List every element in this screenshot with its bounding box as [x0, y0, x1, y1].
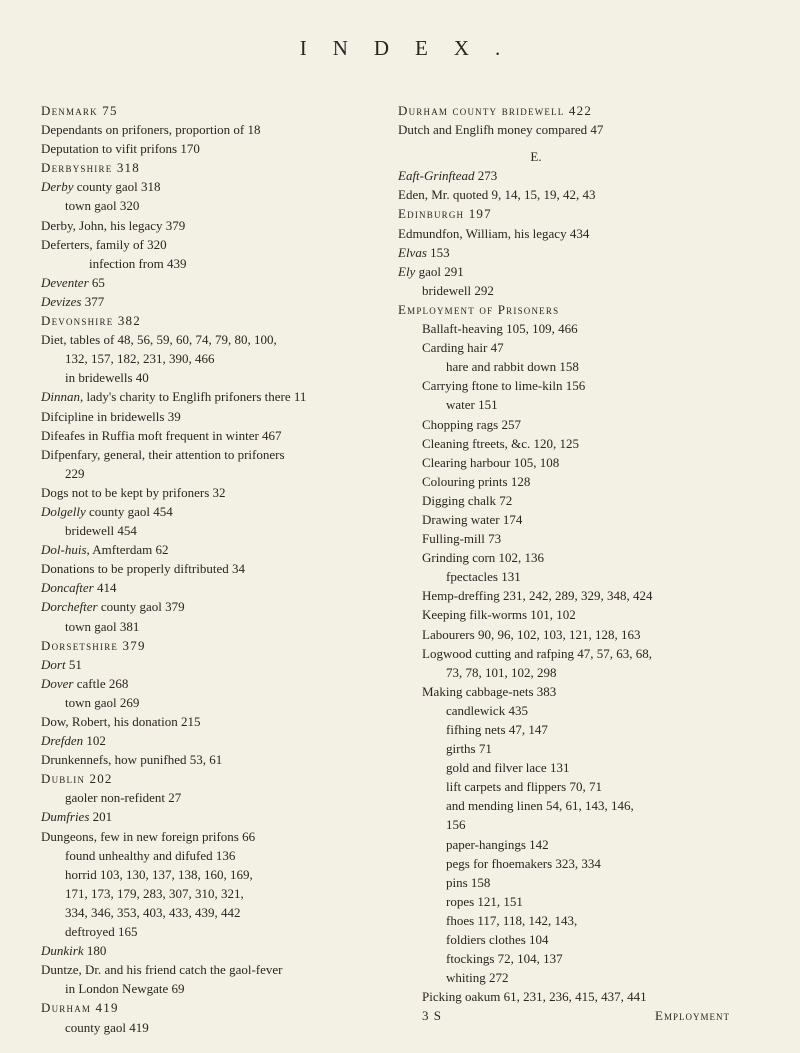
index-entry	[41, 254, 387, 273]
index-text: Dublin 202	[41, 771, 113, 787]
index-entry	[398, 529, 744, 548]
index-text: Picking oakum 61, 231, 236, 415, 437, 441	[422, 989, 647, 1005]
index-text: Carding hair 47	[422, 340, 504, 356]
index-text: 65	[88, 274, 105, 290]
index-entry	[398, 166, 744, 185]
index-text: infection from 439	[89, 255, 187, 271]
index-entry	[41, 846, 387, 865]
index-entry	[398, 510, 744, 529]
index-entry	[41, 693, 387, 712]
index-keyword: Doncafter	[41, 580, 94, 596]
index-text: 273	[474, 168, 498, 184]
index-entry	[398, 434, 744, 453]
index-text: 414	[93, 580, 117, 596]
index-text: Grinding corn 102, 136	[422, 550, 545, 566]
index-entry	[41, 368, 387, 387]
index-text: Difeafes in Ruffia moft frequent in winter 467	[41, 427, 282, 443]
index-entry	[398, 453, 744, 472]
index-entry	[398, 873, 744, 892]
index-text: Fulling-mill 73	[422, 531, 502, 547]
index-entry	[41, 292, 387, 311]
index-text: Keeping filk-worms 101, 102	[422, 607, 576, 623]
index-entry	[398, 139, 744, 147]
index-entry	[398, 567, 744, 586]
index-text: Difcipline in bridewells 39	[41, 408, 181, 424]
index-entry	[41, 311, 387, 330]
index-text: Carrying ftone to lime-kiln 156	[422, 378, 586, 394]
index-entry	[398, 701, 744, 720]
index-entry	[41, 617, 387, 636]
index-entry	[41, 521, 387, 540]
index-entry	[41, 922, 387, 941]
index-text: 132, 157, 182, 231, 390, 466	[65, 351, 215, 367]
index-entry	[398, 338, 744, 357]
index-entry	[398, 101, 744, 120]
index-text: Duntze, Dr. and his friend catch the gaol-fever	[41, 962, 283, 978]
index-text: Derby, John, his legacy 379	[41, 217, 186, 233]
index-keyword: Dunkirk	[41, 943, 84, 959]
index-entry	[398, 815, 744, 834]
index-entry	[398, 491, 744, 510]
index-text: in London Newgate 69	[65, 981, 185, 997]
index-entry	[398, 949, 744, 968]
index-text: county gaol 318	[73, 179, 161, 195]
index-text: hare and rabbit down 158	[446, 359, 579, 375]
index-text: Donations to be properly diftributed 34	[41, 561, 245, 577]
index-text: Dogs not to be kept by prifoners 32	[41, 484, 226, 500]
page-footer	[398, 1006, 744, 1025]
index-entry	[41, 788, 387, 807]
index-entry	[41, 998, 387, 1017]
index-entry	[41, 483, 387, 502]
index-entry	[398, 281, 744, 300]
index-keyword: Dort	[41, 656, 66, 672]
index-text: town gaol 320	[65, 198, 140, 214]
index-text: candlewick 435	[446, 702, 528, 718]
index-text: 102	[83, 733, 106, 749]
index-entry	[398, 739, 744, 758]
index-entry	[398, 758, 744, 777]
index-entry	[398, 224, 744, 243]
index-entry	[41, 559, 387, 578]
index-entry	[398, 415, 744, 434]
index-keyword: Elvas	[398, 244, 427, 260]
index-text: pegs for fhoemakers 323, 334	[446, 855, 601, 871]
index-entry	[398, 548, 744, 567]
index-entry	[398, 930, 744, 949]
index-text: Edmundfon, William, his legacy 434	[398, 225, 590, 241]
index-entry	[398, 586, 744, 605]
index-text: 73, 78, 101, 102, 298	[446, 664, 557, 680]
index-text: 153	[426, 244, 450, 260]
index-text: ftockings 72, 104, 137	[446, 951, 563, 967]
index-text: deftroyed 165	[65, 924, 138, 940]
index-entry	[41, 196, 387, 215]
index-entry	[41, 426, 387, 445]
index-entry	[41, 807, 387, 826]
index-entry	[398, 357, 744, 376]
index-entry	[41, 750, 387, 769]
index-entry	[41, 235, 387, 254]
index-keyword: Dumfries	[41, 809, 90, 825]
index-text: 201	[89, 809, 113, 825]
index-entry	[398, 892, 744, 911]
index-text: ropes 121, 151	[446, 893, 523, 909]
index-keyword: Dorchefter	[41, 599, 98, 615]
index-text: and mending linen 54, 61, 143, 146,	[446, 798, 634, 814]
index-keyword: Drefden	[41, 733, 84, 749]
index-text: Digging chalk 72	[422, 492, 513, 508]
index-text: water 151	[446, 397, 498, 413]
index-text: 156	[446, 817, 466, 833]
index-entry	[398, 605, 744, 624]
index-text: E.	[530, 149, 542, 165]
index-entry	[398, 625, 744, 644]
index-text: in bridewells 40	[65, 370, 149, 386]
index-text: Hemp-dreffing 231, 242, 289, 329, 348, 424	[422, 588, 653, 604]
index-entry	[41, 445, 387, 464]
index-entry	[41, 273, 387, 292]
index-column-right	[398, 101, 744, 1026]
index-entry	[398, 376, 744, 395]
index-text: Dorsetshire 379	[41, 637, 146, 653]
index-text: Ballaft-heaving 105, 109, 466	[422, 321, 578, 337]
index-keyword: Ely	[398, 263, 416, 279]
index-entry	[41, 177, 387, 196]
index-entry	[41, 158, 387, 177]
index-entry	[41, 827, 387, 846]
index-entry	[41, 502, 387, 521]
index-text: 334, 346, 353, 403, 433, 439, 442	[65, 904, 241, 920]
index-text: Drunkennefs, how punifhed 53, 61	[41, 752, 223, 768]
index-keyword: Deventer	[41, 274, 89, 290]
index-text: county gaol 419	[65, 1019, 149, 1035]
index-text: Colouring prints 128	[422, 473, 531, 489]
index-entry	[398, 300, 744, 319]
index-text: fpectacles 131	[446, 569, 521, 585]
index-entry	[41, 216, 387, 235]
index-entry	[41, 636, 387, 655]
index-text: Dow, Robert, his donation 215	[41, 714, 201, 729]
index-entry	[398, 644, 744, 663]
index-entry	[41, 101, 387, 120]
index-keyword: Devizes	[41, 293, 82, 309]
index-keyword: Dover	[41, 675, 74, 691]
index-entry	[41, 1018, 387, 1037]
index-entry	[41, 120, 387, 139]
index-text: Making cabbage-nets 383	[422, 683, 557, 699]
index-text: gaol 291	[415, 263, 464, 279]
index-text: Clearing harbour 105, 108	[422, 454, 560, 470]
index-entry	[41, 139, 387, 158]
index-entry	[398, 147, 744, 166]
index-text: 171, 173, 179, 283, 307, 310, 321,	[65, 885, 244, 901]
index-entry	[398, 796, 744, 815]
index-entry	[41, 865, 387, 884]
index-text: Difpenfary, general, their attention to prifoners	[41, 446, 285, 462]
index-text: Dungeons, few in new foreign prifons 66	[41, 828, 256, 844]
index-text: , Amfterdam 62	[86, 542, 169, 558]
index-text: bridewell 454	[65, 523, 137, 539]
index-entry	[398, 911, 744, 930]
index-entry	[398, 472, 744, 491]
index-text: Dependants on prifoners, proportion of 18	[41, 122, 261, 138]
index-keyword: Eaft-Grinftead	[398, 168, 475, 184]
index-entry	[41, 960, 387, 979]
index-entry	[398, 968, 744, 987]
index-text: lift carpets and flippers 70, 71	[446, 779, 602, 795]
index-keyword: Derby	[41, 179, 74, 195]
index-entry	[398, 854, 744, 873]
index-text: Drawing water 174	[422, 511, 523, 527]
index-text: Derbyshire 318	[41, 160, 140, 176]
index-keyword: Dol-huis	[41, 542, 87, 558]
index-text: Eden, Mr. quoted 9, 14, 15, 19, 42, 43	[398, 187, 596, 203]
index-entry	[398, 262, 744, 281]
index-text: town gaol 381	[65, 618, 140, 634]
index-text: Dutch and Englifh money compared 47	[398, 122, 604, 138]
index-entry	[398, 777, 744, 796]
index-entry	[41, 903, 387, 922]
index-keyword: Dinnan	[41, 389, 80, 405]
index-text: Edinburgh 197	[398, 206, 492, 222]
index-text: gaoler non-refident 27	[65, 790, 182, 806]
index-entry	[41, 464, 387, 483]
index-text: county gaol 379	[97, 599, 185, 615]
index-column-left	[41, 101, 387, 1037]
index-entry	[41, 731, 387, 750]
index-text: Devonshire 382	[41, 313, 141, 329]
page-title: INDEX.	[299, 36, 527, 60]
index-text: 180	[83, 943, 107, 959]
catchword: Employment	[655, 1008, 730, 1024]
index-entry	[41, 674, 387, 693]
index-text: Diet, tables of 48, 56, 59, 60, 74, 79, 80, 100,	[41, 332, 277, 348]
index-entry	[398, 987, 744, 1006]
index-text: foldiers clothes 104	[446, 932, 549, 948]
index-entry	[41, 769, 387, 788]
index-entry	[41, 884, 387, 903]
index-text: 377	[81, 293, 105, 309]
index-entry	[41, 387, 387, 406]
index-text: Denmark 75	[41, 103, 118, 118]
index-keyword: Dolgelly	[41, 503, 86, 519]
index-entry	[398, 682, 744, 701]
index-text: fifhing nets 47, 147	[446, 722, 548, 737]
index-text: caftle 268	[73, 675, 129, 691]
index-entry	[398, 395, 744, 414]
index-text: Logwood cutting and rafping 47, 57, 63, 68,	[422, 645, 652, 661]
index-entry	[398, 720, 744, 739]
index-entry	[41, 349, 387, 368]
index-entry	[41, 712, 387, 731]
index-text: Deputation to vifit prifons 170	[41, 141, 200, 157]
index-text: whiting 272	[446, 970, 509, 986]
index-entry	[398, 663, 744, 682]
index-text: county gaol 454	[85, 503, 173, 519]
index-entry	[398, 319, 744, 338]
signature-mark: 3 S	[422, 1008, 442, 1024]
index-entry	[398, 204, 744, 223]
index-text: girths 71	[446, 741, 492, 757]
index-text: town gaol 269	[65, 694, 140, 710]
index-text: paper-hangings 142	[446, 836, 549, 852]
index-text: Deferters, family of 320	[41, 236, 167, 252]
index-text: 229	[65, 465, 85, 481]
index-text: gold and filver lace 131	[446, 760, 570, 776]
index-text: Employment of Prisoners	[398, 301, 560, 317]
index-entry	[398, 185, 744, 204]
index-entry	[398, 120, 744, 139]
index-text: bridewell 292	[422, 282, 494, 298]
index-entry	[398, 243, 744, 262]
index-entry	[41, 407, 387, 426]
index-entry	[41, 578, 387, 597]
index-text: found unhealthy and difufed 136	[65, 847, 236, 863]
index-text: 51	[65, 656, 82, 672]
index-text: Labourers 90, 96, 102, 103, 121, 128, 163	[422, 626, 641, 642]
index-text: Chopping rags 257	[422, 416, 521, 432]
index-text: Durham county bridewell 422	[398, 103, 593, 118]
index-text: Durham 419	[41, 1000, 119, 1016]
index-entry	[41, 597, 387, 616]
index-entry	[41, 540, 387, 559]
index-entry	[41, 979, 387, 998]
index-entry	[398, 835, 744, 854]
index-entry	[41, 655, 387, 674]
index-text: pins 158	[446, 874, 491, 890]
index-entry	[41, 941, 387, 960]
index-entry	[41, 330, 387, 349]
index-text: Cleaning ftreets, &c. 120, 125	[422, 435, 580, 451]
index-text: , lady's charity to Englifh prifoners there 11	[80, 389, 307, 405]
index-text: fhoes 117, 118, 142, 143,	[446, 912, 578, 928]
index-text: horrid 103, 130, 137, 138, 160, 169,	[65, 866, 253, 882]
